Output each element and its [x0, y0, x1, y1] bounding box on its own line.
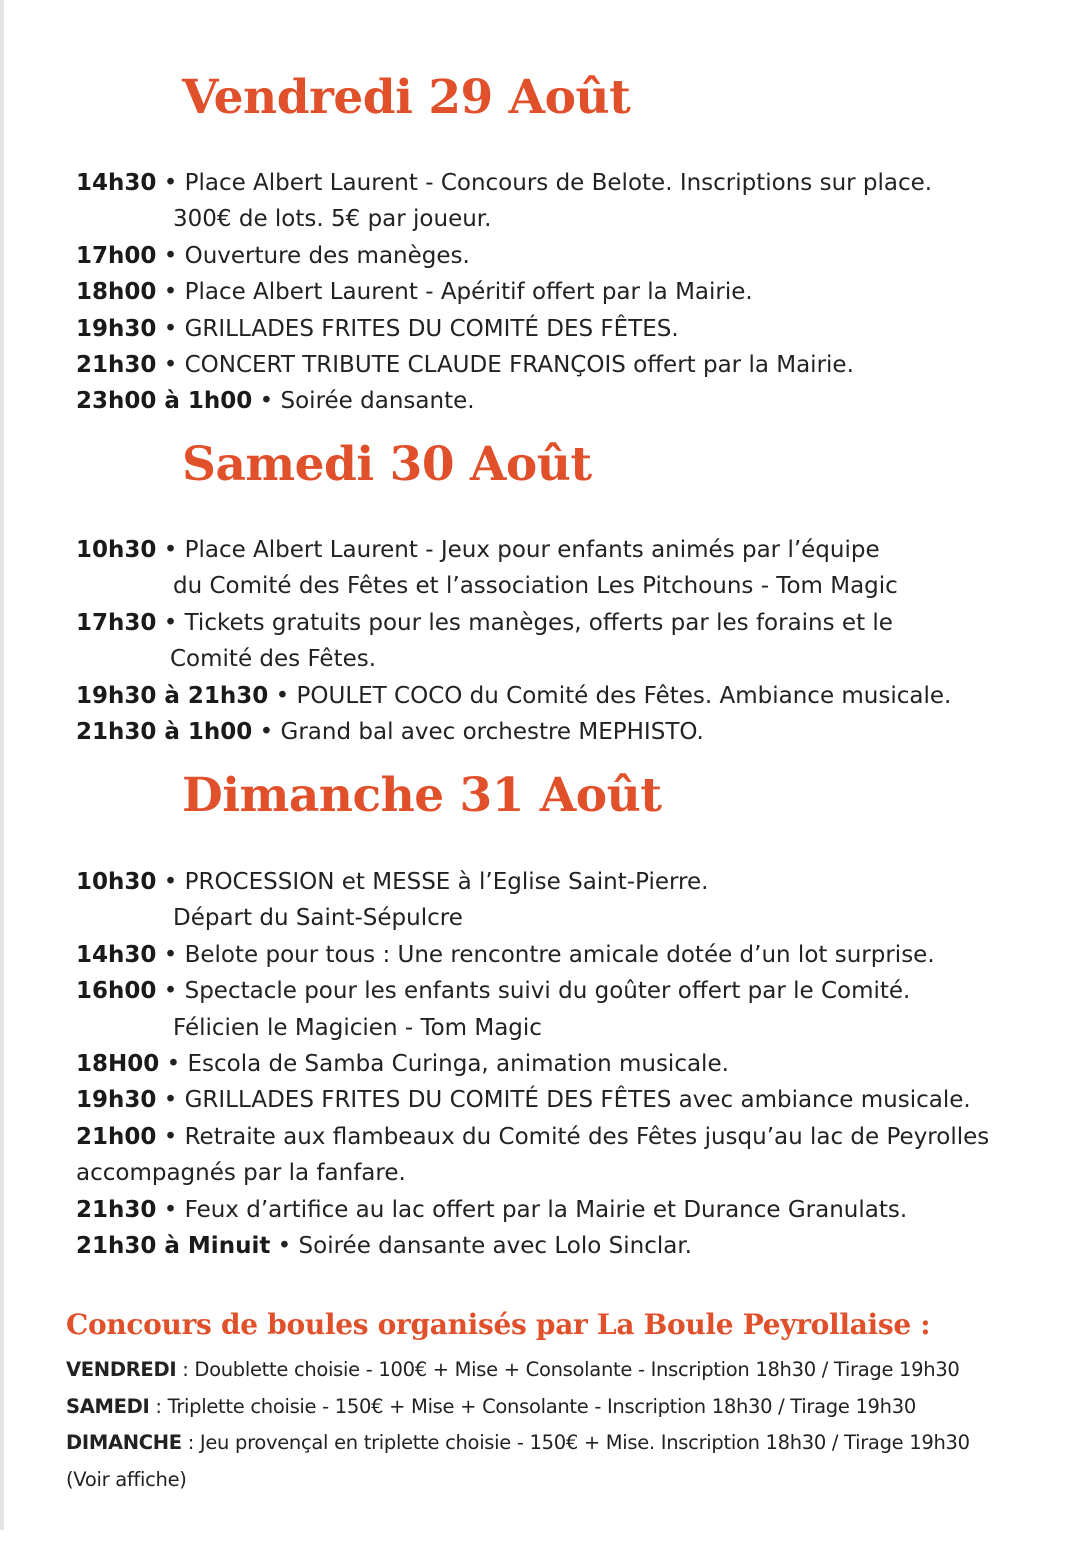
bullet: •	[163, 242, 178, 269]
event-text: Place Albert Laurent - Concours de Belote. Inscriptions sur place.	[184, 170, 933, 196]
event-text: PROCESSION et MESSE à l’Eglise Saint-Pierre.	[184, 869, 709, 895]
bullet: •	[163, 279, 178, 306]
event-time: 14h30	[76, 941, 157, 968]
event-time: 16h00	[76, 978, 157, 1005]
boules-list	[66, 1352, 970, 1498]
event-time: 21h00	[76, 1123, 157, 1150]
bullet: •	[166, 1051, 181, 1078]
event-item	[76, 532, 951, 605]
event-item	[76, 274, 932, 310]
event-item	[76, 864, 989, 937]
bullet: •	[163, 1196, 178, 1223]
boules-day: VENDREDI	[66, 1358, 177, 1381]
bullet: •	[259, 388, 274, 415]
event-time: 21h30	[76, 1196, 157, 1223]
boules-line-friday	[66, 1352, 970, 1389]
event-item	[76, 937, 989, 973]
boules-day: SAMEDI	[66, 1394, 150, 1418]
event-item	[76, 238, 932, 274]
event-text: Retraite aux flambeaux du Comité des Fêtes jusqu’au lac de Peyrolles	[184, 1123, 990, 1150]
bullet: •	[163, 315, 178, 342]
event-text: GRILLADES FRITES DU COMITÉ DES FÊTES.	[184, 315, 679, 342]
event-time: 10h30	[76, 537, 157, 563]
boules-text: : Jeu provençal en triplette choisie - 150€ + Mise. Inscription 18h30 / Tirage 19h30	[181, 1431, 970, 1454]
event-time: 21h30 à 1h00	[76, 719, 253, 746]
event-item	[76, 1192, 989, 1228]
bullet: •	[277, 1233, 292, 1260]
day-title-friday: Vendredi 29 Août	[182, 70, 631, 125]
event-time: 17h00	[76, 242, 157, 269]
bullet: •	[163, 1087, 178, 1114]
bullet: •	[163, 1123, 178, 1150]
event-text-continued: 300€ de lots. 5€ par joueur.	[173, 206, 492, 233]
event-text-continued: Départ du Saint-Sépulcre	[173, 905, 463, 932]
event-text: Tickets gratuits pour les manèges, offerts par les forains et le	[184, 609, 893, 636]
event-item	[76, 1082, 989, 1118]
event-text: CONCERT TRIBUTE CLAUDE FRANÇOIS offert par la Mairie.	[184, 352, 854, 379]
event-item	[76, 714, 951, 750]
event-text-continued: Félicien le Magicien - Tom Magic	[173, 1014, 542, 1041]
event-time: 21h30	[76, 352, 157, 379]
boules-day: DIMANCHE	[66, 1431, 182, 1454]
event-text: GRILLADES FRITES DU COMITÉ DES FÊTES avec ambiance musicale.	[184, 1087, 971, 1114]
day-title-saturday: Samedi 30 Août	[182, 437, 592, 492]
bullet: •	[163, 170, 178, 196]
event-text: Feux d’artifice au lac offert par la Mairie et Durance Granulats.	[184, 1196, 908, 1223]
bullet: •	[163, 869, 178, 895]
bullet: •	[163, 609, 178, 636]
boules-title: Concours de boules organisés par La Boule Peyrollaise :	[66, 1308, 931, 1341]
event-text: Place Albert Laurent - Jeux pour enfants animés par l’équipe	[184, 537, 880, 563]
event-time: 19h30	[76, 315, 157, 342]
event-time: 19h30	[76, 1087, 157, 1114]
event-item	[76, 678, 951, 714]
event-time: 18h00	[76, 279, 157, 306]
friday-events	[76, 165, 932, 420]
event-item	[76, 1119, 989, 1192]
event-text-continued: accompagnés par la fanfare.	[76, 1160, 406, 1187]
event-item	[76, 383, 932, 419]
event-text: Soirée dansante.	[280, 388, 475, 415]
event-text: Spectacle pour les enfants suivi du goûter offert par le Comité.	[184, 978, 911, 1005]
event-item	[76, 605, 951, 678]
event-item	[76, 347, 932, 383]
event-time: 17h30	[76, 609, 157, 636]
sunday-events	[76, 864, 989, 1264]
event-text: Soirée dansante avec Lolo Sinclar.	[298, 1233, 692, 1260]
event-text: Escola de Samba Curinga, animation musicale.	[187, 1051, 729, 1078]
boules-line-saturday	[66, 1389, 970, 1426]
event-time: 23h00 à 1h00	[76, 388, 253, 415]
event-item	[76, 1228, 989, 1264]
boules-note: (Voir affiche)	[66, 1467, 187, 1491]
event-text: POULET COCO du Comité des Fêtes. Ambiance musicale.	[296, 682, 952, 709]
bullet: •	[163, 978, 178, 1005]
event-time: 10h30	[76, 869, 157, 895]
event-text: Ouverture des manèges.	[184, 242, 470, 269]
bullet: •	[259, 719, 274, 746]
event-text: Place Albert Laurent - Apéritif offert par la Mairie.	[184, 279, 753, 306]
event-text: Grand bal avec orchestre MEPHISTO.	[280, 719, 704, 746]
bullet: •	[163, 537, 178, 563]
event-item	[76, 311, 932, 347]
bullet: •	[163, 941, 178, 968]
bullet: •	[163, 352, 178, 379]
saturday-events	[76, 532, 951, 750]
event-item	[76, 165, 932, 238]
event-text: Belote pour tous : Une rencontre amicale dotée d’un lot surprise.	[184, 941, 935, 968]
event-item	[76, 973, 989, 1046]
event-time: 21h30 à Minuit	[76, 1233, 271, 1260]
event-time: 18H00	[76, 1051, 160, 1078]
boules-text: : Doublette choisie - 100€ + Mise + Consolante - Inscription 18h30 / Tirage 19h30	[176, 1358, 960, 1381]
bullet: •	[275, 682, 290, 709]
event-item	[76, 1046, 989, 1082]
page-edge	[0, 0, 4, 1530]
event-text-continued: Comité des Fêtes.	[170, 646, 377, 673]
event-text-continued: du Comité des Fêtes et l’association Les Pitchouns - Tom Magic	[173, 573, 898, 600]
event-time: 14h30	[76, 170, 157, 196]
boules-text: : Triplette choisie - 150€ + Mise + Consolante - Inscription 18h30 / Tirage 19h30	[149, 1394, 916, 1418]
event-time: 19h30 à 21h30	[76, 682, 269, 709]
boules-line-sunday	[66, 1425, 970, 1462]
day-title-sunday: Dimanche 31 Août	[182, 768, 662, 823]
